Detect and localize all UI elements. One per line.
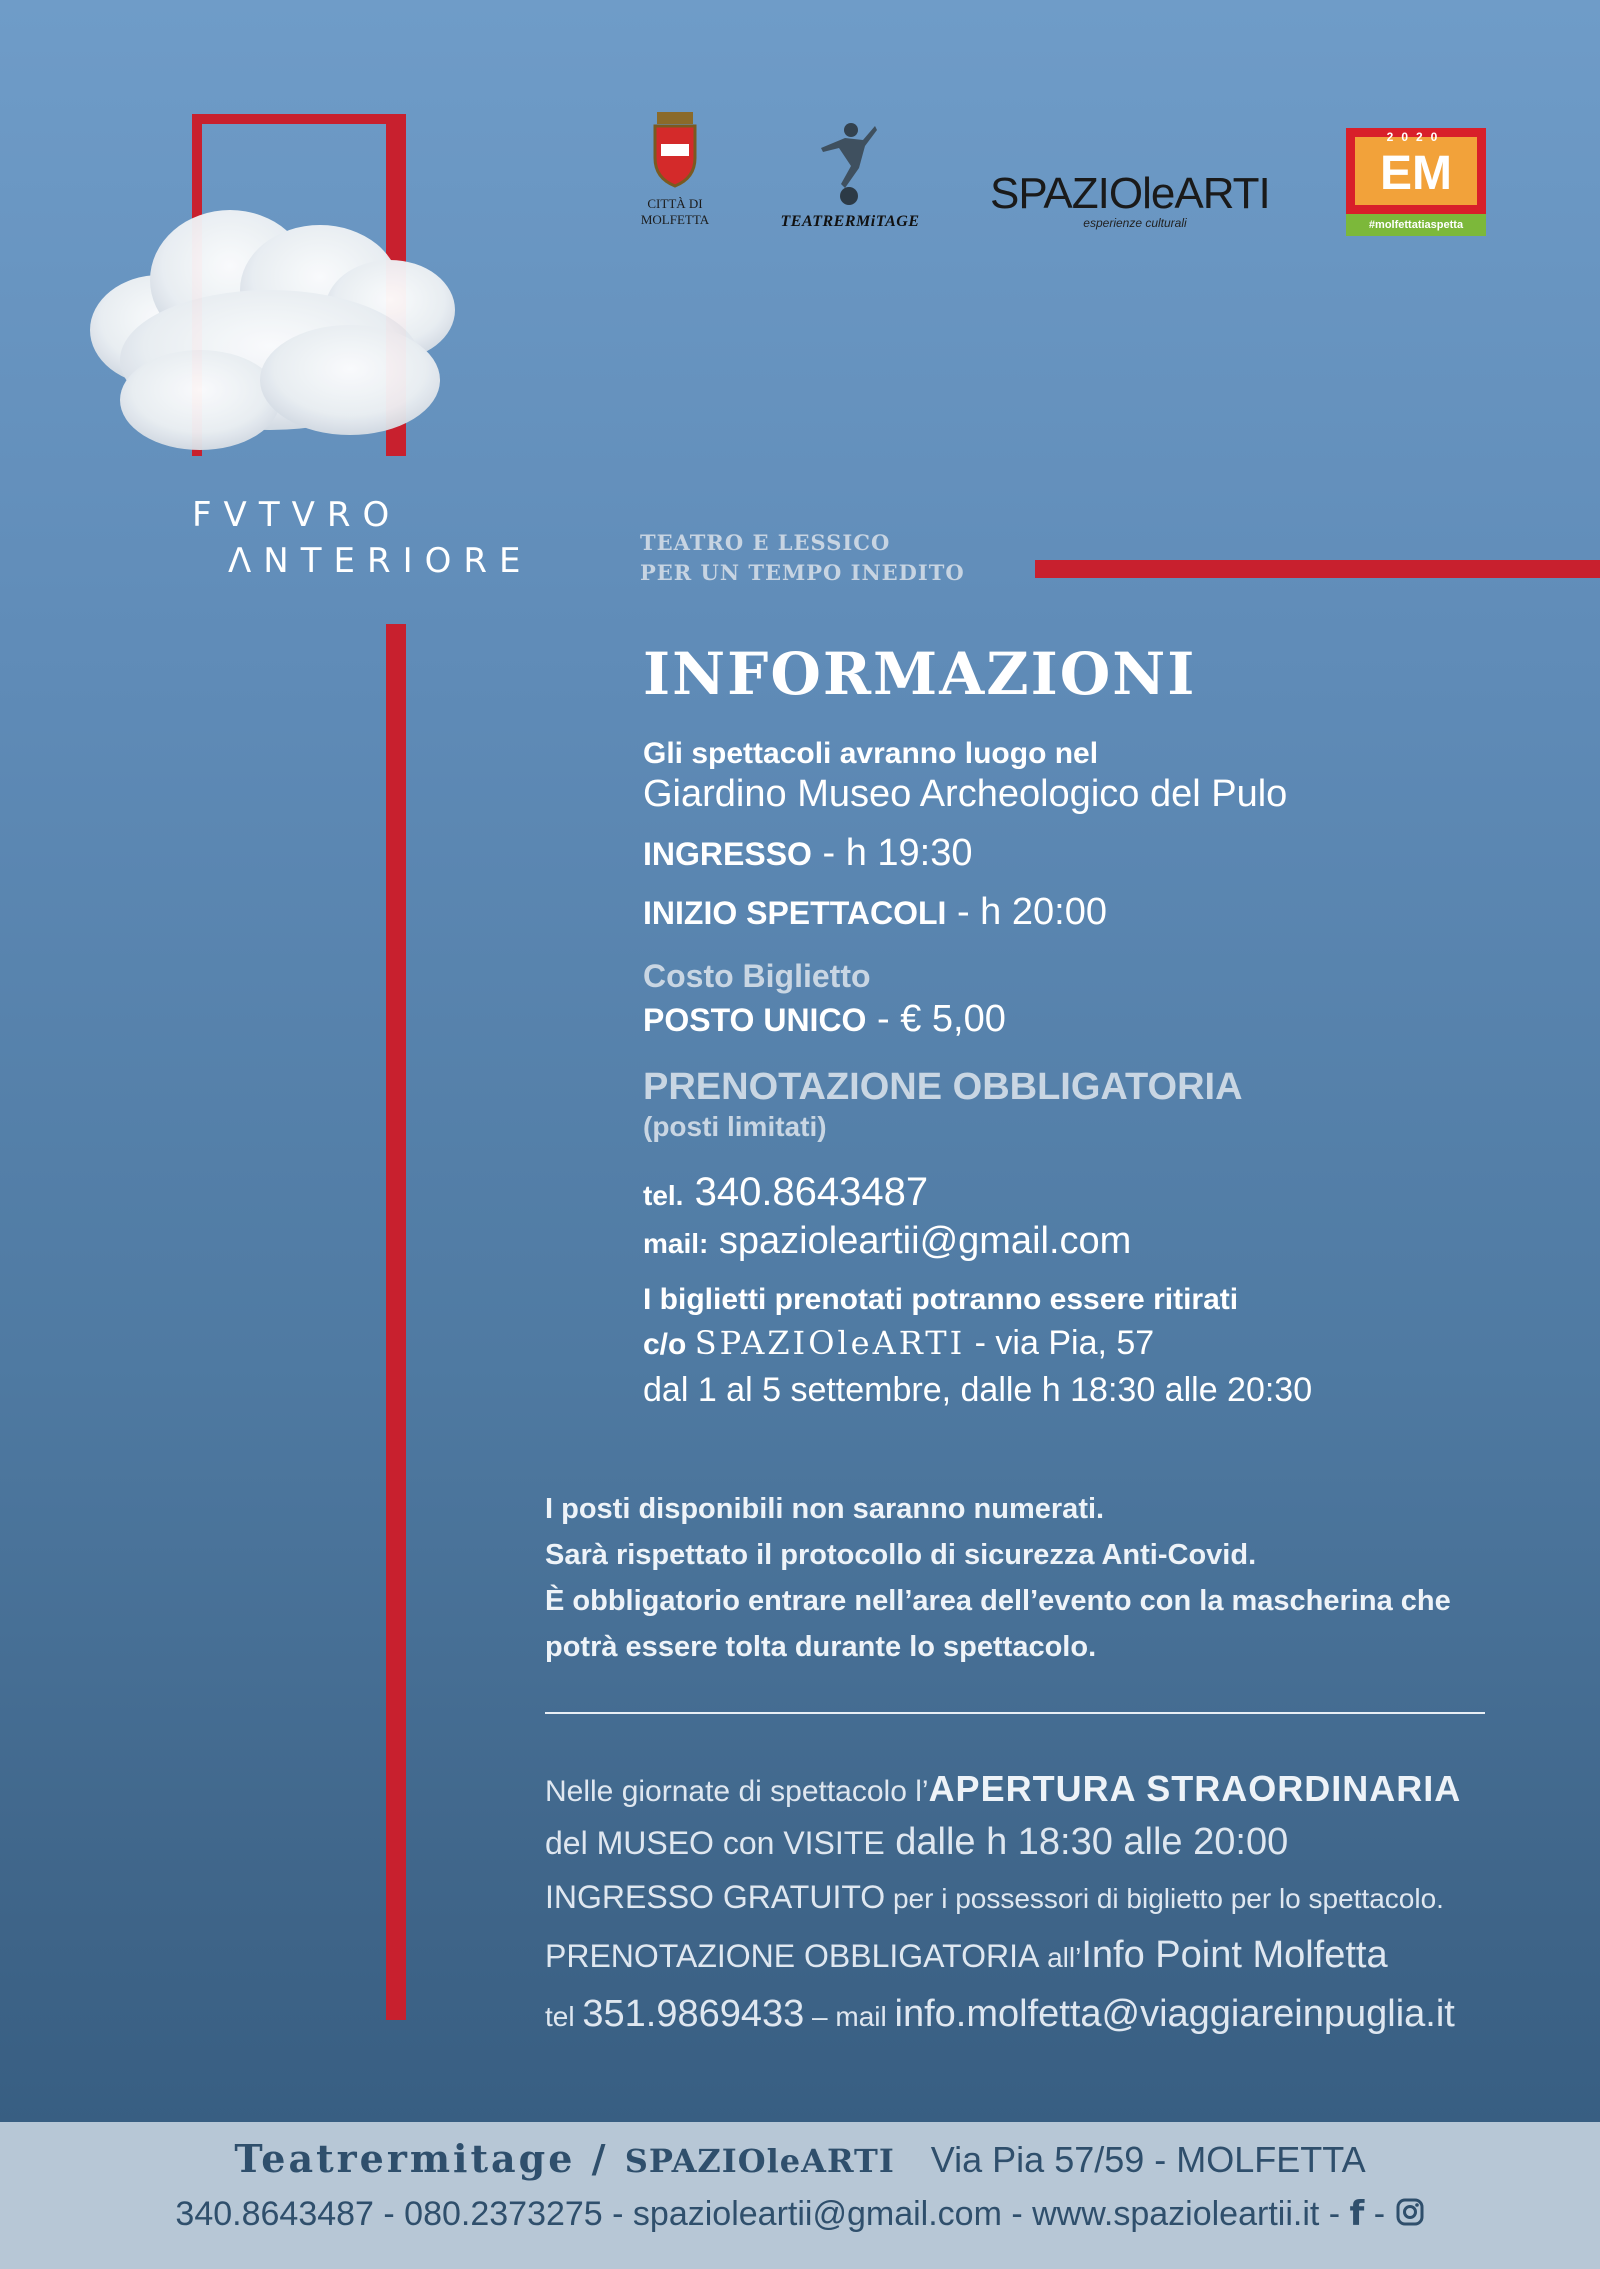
ritiro-address: - via Pia, 57: [965, 1324, 1155, 1362]
spazioleartii-logo: [990, 169, 1280, 230]
museo-l5-a: tel: [545, 2001, 583, 2032]
prenotazione-obbligatoria: PRENOTAZIONE OBBLIGATORIA: [643, 1066, 1243, 1108]
instagram-icon[interactable]: [1395, 2197, 1425, 2236]
comune-molfetta-logo: [630, 112, 720, 227]
footer-contacts[interactable]: 340.8643487 - 080.2373275 - spazioleartii@gmail.com - www.spazioleartii.it -: [175, 2195, 1350, 2233]
notes-block: [545, 1486, 1505, 1670]
ritiro-co: c/o: [643, 1328, 695, 1361]
museo-line-2: [545, 1817, 1545, 1868]
museo-l2-d: dalle h 18:30 alle 20:00: [884, 1821, 1289, 1863]
frame-top: [192, 114, 406, 124]
inizio-label: INIZIO SPETTACOLI: [643, 895, 947, 931]
tel-row: [643, 1169, 1523, 1219]
footer-org2: SPAZIOleARTI: [624, 2142, 895, 2180]
footer: [0, 2122, 1600, 2269]
posto-label: POSTO UNICO: [643, 1002, 867, 1038]
footer-sep: -: [1364, 2195, 1395, 2233]
museo-l2-a: del MUSEO: [545, 1825, 714, 1861]
note-line: È obbligatorio entrare nell’area dell’evento con la mascherina che: [545, 1585, 1451, 1617]
teatrermitage-caption: TEATRERMiTAGE: [780, 213, 920, 230]
museo-l3-b: per i possessori di biglietto per lo spettacolo.: [885, 1883, 1444, 1914]
em-mark: EM: [1380, 147, 1452, 200]
museo-l4-b: all’: [1039, 1942, 1082, 1973]
ingresso-value: - h 19:30: [811, 832, 973, 874]
tagline: [640, 528, 965, 588]
facebook-icon[interactable]: f: [1349, 2194, 1365, 2234]
inizio-value: - h 20:00: [946, 891, 1107, 933]
museo-l1-a: Nelle giornate di spettacolo l’: [545, 1775, 929, 1808]
venue-intro: Gli spettacoli avranno luogo nel: [643, 737, 1099, 770]
museo-l3-a: INGRESSO GRATUITO: [545, 1879, 886, 1915]
brand-line-1: FVTVRO: [192, 495, 402, 535]
divider: [545, 1712, 1485, 1714]
tel-value[interactable]: 340.8643487: [683, 1170, 929, 1214]
info-section: [643, 636, 1523, 1412]
info-title: INFORMAZIONI: [643, 640, 1197, 708]
posto-row: [643, 996, 1523, 1043]
em-2020-logo: [1346, 128, 1486, 236]
inizio-row: [643, 887, 1523, 938]
mail-row: [643, 1219, 1523, 1266]
museo-line-3: [545, 1872, 1545, 1924]
spazio-logo-name: SPAZIOleARTI: [990, 169, 1270, 218]
venue-name: Giardino Museo Archeologico del Pulo: [643, 773, 1288, 815]
teatrermitage-logo: [770, 118, 930, 231]
spazio-logo-sub: esperienze culturali: [1083, 216, 1187, 230]
footer-row-2: [0, 2194, 1600, 2236]
posto-value: - € 5,00: [866, 998, 1006, 1040]
museo-line-1: [545, 1764, 1545, 1817]
note-line: Sarà rispettato il protocollo di sicurezza Anti-Covid.: [545, 1539, 1257, 1571]
museo-l2-b: con: [713, 1825, 784, 1861]
note-line: potrà essere tolta durante lo spettacolo.: [545, 1631, 1097, 1663]
ritiro-dates: dal 1 al 5 settembre, dalle h 18:30 alle 20:30: [643, 1371, 1313, 1409]
ingresso-row: [643, 828, 1523, 879]
museo-block: [545, 1764, 1545, 2042]
note-line: I posti disponibili non saranno numerati.: [545, 1493, 1105, 1525]
tagline-line-1: TEATRO E LESSICO: [640, 530, 891, 555]
footer-address: Via Pia 57/59 - MOLFETTA: [930, 2139, 1366, 2180]
posti-limitati: (posti limitati): [643, 1111, 827, 1142]
brand-title: [192, 492, 532, 584]
ingresso-label: INGRESSO: [643, 836, 812, 872]
museo-l5-c: – mail: [804, 2001, 895, 2032]
museo-l1-b: APERTURA STRAORDINARIA: [928, 1768, 1462, 1809]
frame-vertical-bar: [386, 624, 406, 2020]
tagline-line-2: PER UN TEMPO INEDITO: [640, 560, 965, 585]
ritiro-line-1: I biglietti prenotati potranno essere ritirati: [643, 1283, 1239, 1316]
museo-line-5: [545, 1989, 1545, 2042]
frame-horizontal-bar: [1035, 560, 1600, 578]
comune-caption-1: CITTÀ DI: [647, 196, 703, 211]
coat-of-arms-icon: [649, 112, 701, 190]
museo-l2-c: VISITE: [783, 1825, 885, 1861]
ritiro-line-2: [643, 1320, 1523, 1368]
costo-label: Costo Biglietto: [643, 958, 871, 994]
footer-row-1: [0, 2136, 1600, 2181]
em-hashtag: #molfettatiaspetta: [1346, 214, 1486, 236]
statue-icon: [815, 118, 885, 208]
ritiro-place: SPAZIOleARTI: [694, 1324, 966, 1362]
comune-caption-2: MOLFETTA: [640, 212, 710, 227]
mail-value[interactable]: spazioleartii@gmail.com: [708, 1220, 1132, 1262]
museo-l5-b[interactable]: 351.9869433: [582, 1993, 805, 2035]
cloud-illustration: [70, 180, 490, 480]
museo-l4-a: PRENOTAZIONE OBBLIGATORIA: [545, 1938, 1040, 1974]
mail-label: mail:: [643, 1228, 709, 1259]
tel-label: tel.: [643, 1180, 684, 1211]
footer-org: Teatrermitage /: [234, 2136, 625, 2181]
brand-line-2: ΛNTERIORE: [228, 541, 533, 581]
museo-line-4: [545, 1930, 1545, 1983]
museo-l5-d[interactable]: info.molfetta@viaggiareinpuglia.it: [894, 1993, 1455, 2035]
em-year: 2020: [1386, 130, 1446, 144]
museo-l4-c: Info Point Molfetta: [1081, 1934, 1388, 1976]
